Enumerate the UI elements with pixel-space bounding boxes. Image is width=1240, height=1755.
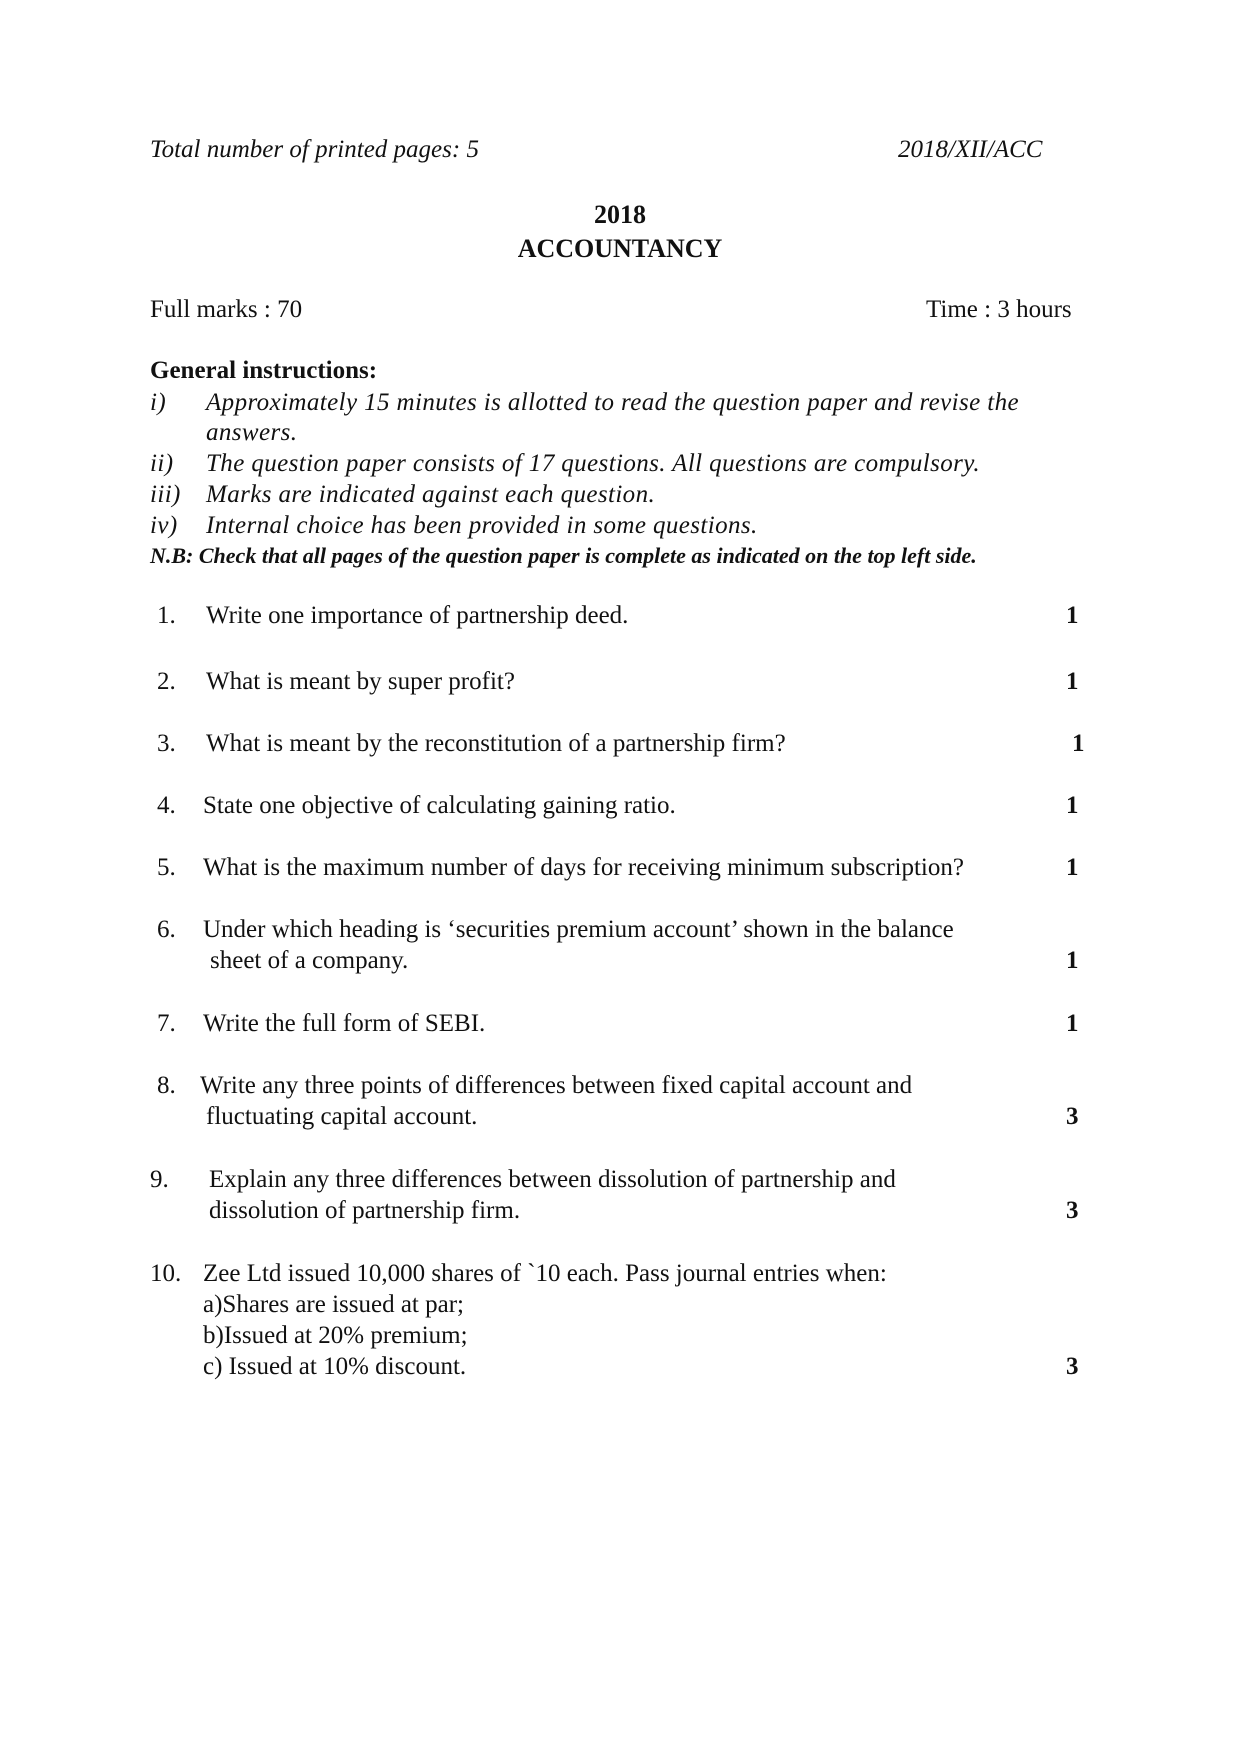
instructions-heading: General instructions: xyxy=(150,357,378,384)
question-number: 4. xyxy=(157,792,176,819)
question-text: Write the full form of SEBI. xyxy=(203,1010,486,1037)
question-text: Write one importance of partnership deed. xyxy=(206,602,629,629)
question-marks: 1 xyxy=(1066,1010,1079,1037)
instruction-text: Approximately 15 minutes is allotted to read the question paper and revise the xyxy=(206,389,1020,416)
question-marks: 1 xyxy=(1072,730,1085,757)
instruction-number: i) xyxy=(150,389,167,416)
question-text: Under which heading is ‘securities premium account’ shown in the balance xyxy=(203,916,954,943)
question-text-cont: sheet of a company. xyxy=(210,947,409,974)
full-marks: Full marks : 70 xyxy=(150,296,303,323)
question-number: 2. xyxy=(157,668,176,695)
question-text: State one objective of calculating gaining ratio. xyxy=(203,792,676,819)
question-number: 8. xyxy=(157,1072,176,1099)
time-allowed: Time : 3 hours xyxy=(926,296,1072,323)
question-marks: 1 xyxy=(1066,947,1079,974)
question-marks: 3 xyxy=(1066,1353,1079,1380)
question-text: Write any three points of differences between fixed capital account and xyxy=(200,1072,913,1099)
question-option: c) Issued at 10% discount. xyxy=(203,1353,467,1380)
question-text: Zee Ltd issued 10,000 shares of `10 each. Pass journal entries when: xyxy=(203,1260,887,1287)
question-text: What is meant by super profit? xyxy=(206,668,515,695)
instruction-text: The question paper consists of 17 questions. All questions are compulsory. xyxy=(206,450,981,477)
question-number: 10. xyxy=(150,1260,182,1287)
paper-code: 2018/XII/ACC xyxy=(898,136,1043,163)
question-marks: 1 xyxy=(1066,602,1079,629)
question-text-cont: fluctuating capital account. xyxy=(206,1103,478,1130)
question-number: 1. xyxy=(157,602,176,629)
question-number: 5. xyxy=(157,854,176,881)
exam-subject: ACCOUNTANCY xyxy=(517,234,723,263)
question-marks: 3 xyxy=(1066,1103,1079,1130)
nb-note: N.B: Check that all pages of the question paper is complete as indicated on the top left side. xyxy=(150,543,977,568)
instruction-number: iv) xyxy=(150,512,178,539)
question-text: What is meant by the reconstitution of a partnership firm? xyxy=(206,730,786,757)
question-marks: 1 xyxy=(1066,668,1079,695)
question-text: Explain any three differences between dissolution of partnership and xyxy=(209,1166,896,1193)
question-number: 9. xyxy=(150,1166,169,1193)
question-number: 7. xyxy=(157,1010,176,1037)
question-number: 6. xyxy=(157,916,176,943)
question-option: b)Issued at 20% premium; xyxy=(203,1322,468,1349)
instruction-number: iii) xyxy=(150,481,181,508)
question-option: a)Shares are issued at par; xyxy=(203,1291,464,1318)
question-text: What is the maximum number of days for receiving minimum subscription? xyxy=(203,854,964,881)
printed-pages-note: Total number of printed pages: 5 xyxy=(150,136,479,163)
question-marks: 1 xyxy=(1066,792,1079,819)
instruction-text-cont: answers. xyxy=(206,419,298,446)
question-marks: 3 xyxy=(1066,1197,1079,1224)
instruction-text: Marks are indicated against each question. xyxy=(206,481,656,508)
exam-year: 2018 xyxy=(594,200,646,229)
question-text-cont: dissolution of partnership firm. xyxy=(209,1197,521,1224)
instruction-text: Internal choice has been provided in some questions. xyxy=(206,512,758,539)
instruction-number: ii) xyxy=(150,450,174,477)
question-marks: 1 xyxy=(1066,854,1079,881)
question-number: 3. xyxy=(157,730,176,757)
